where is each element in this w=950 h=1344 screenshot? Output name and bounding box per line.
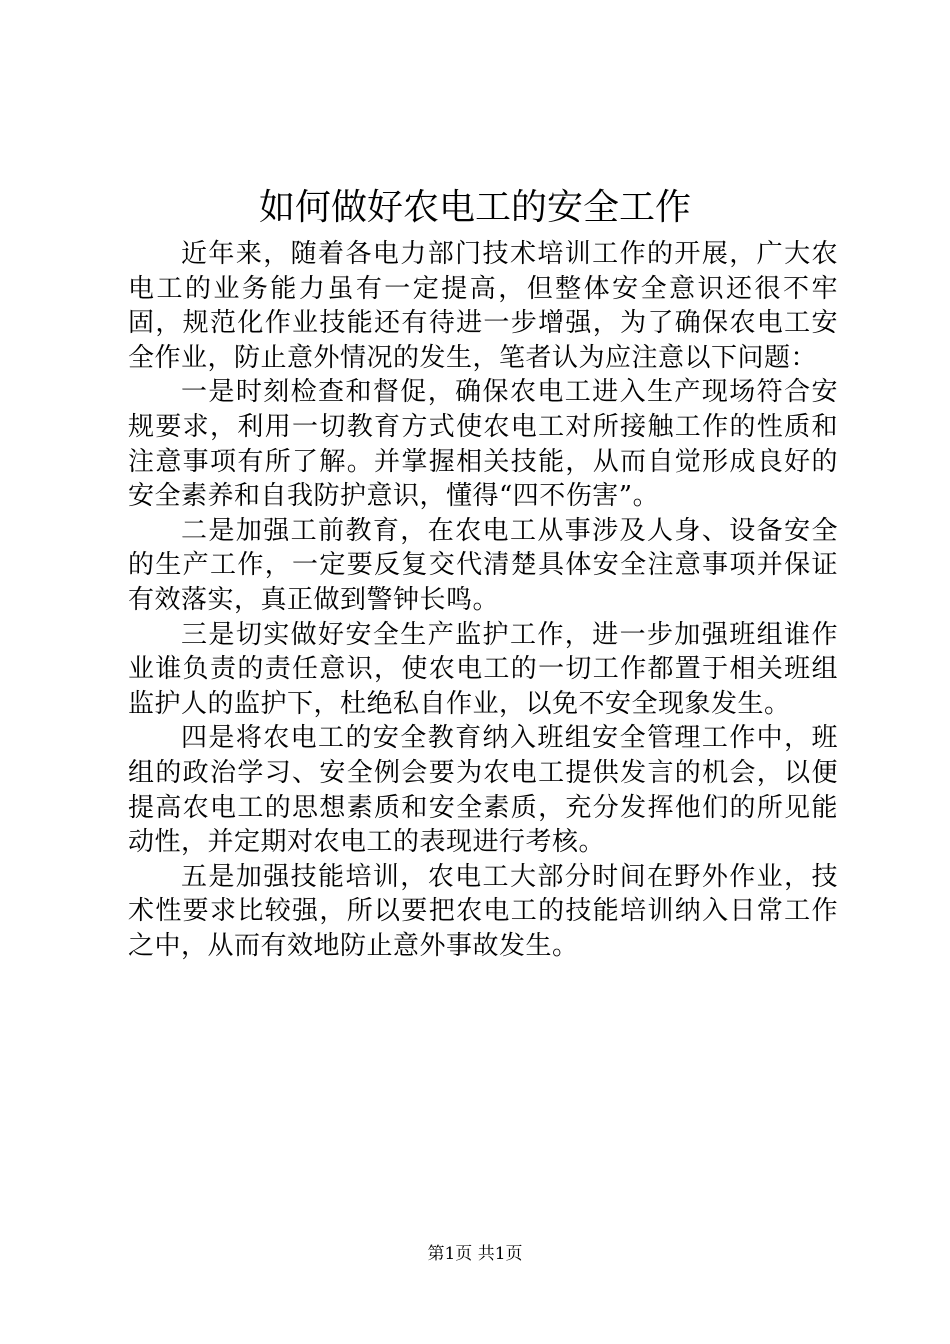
paragraph-point-3: 三是切实做好安全生产监护工作，进一步加强班组谁作业谁负责的责任意识，使农电工的一切工作都置于相关班组监护人的监护下，杜绝私自作业，以免不安全现象发生。 [128,619,838,719]
paragraph-point-5: 五是加强技能培训，农电工大部分时间在野外作业，技术性要求比较强，所以要把农电工的技能培训纳入日常工作之中，从而有效地防止意外事故发生。 [128,861,838,961]
page-number-footer: 第1页 共1页 [427,1244,523,1264]
paragraph-point-4: 四是将农电工的安全教育纳入班组安全管理工作中，班组的政治学习、安全例会要为农电工提供发言的机会，以便提高农电工的思想素质和安全素质，充分发挥他们的所见能动性，并定期对农电工的表现进行考核。 [128,723,838,858]
document-title: 如何做好农电工的安全工作 [258,187,691,228]
paragraph-intro: 近年来，随着各电力部门技术培训工作的开展，广大农电工的业务能力虽有一定提高，但整体安全意识还很不牢固，规范化作业技能还有待进一步增强，为了确保农电工安全作业，防止意外情况的发生，笔者认为应注意以下问题： [128,239,838,373]
paragraph-point-2: 二是加强工前教育，在农电工从事涉及人身、设备安全的生产工作，一定要反复交代清楚具体安全注意事项并保证有效落实，真正做到警钟长鸣。 [128,515,838,615]
document-body [128,237,838,963]
paragraph-point-1: 一是时刻检查和督促，确保农电工进入生产现场符合安规要求，利用一切教育方式使农电工对所接触工作的性质和注意事项有所了解。并掌握相关技能，从而自觉形成良好的安全素养和自我防护意识，懂得“四不伤害”。 [128,377,838,512]
